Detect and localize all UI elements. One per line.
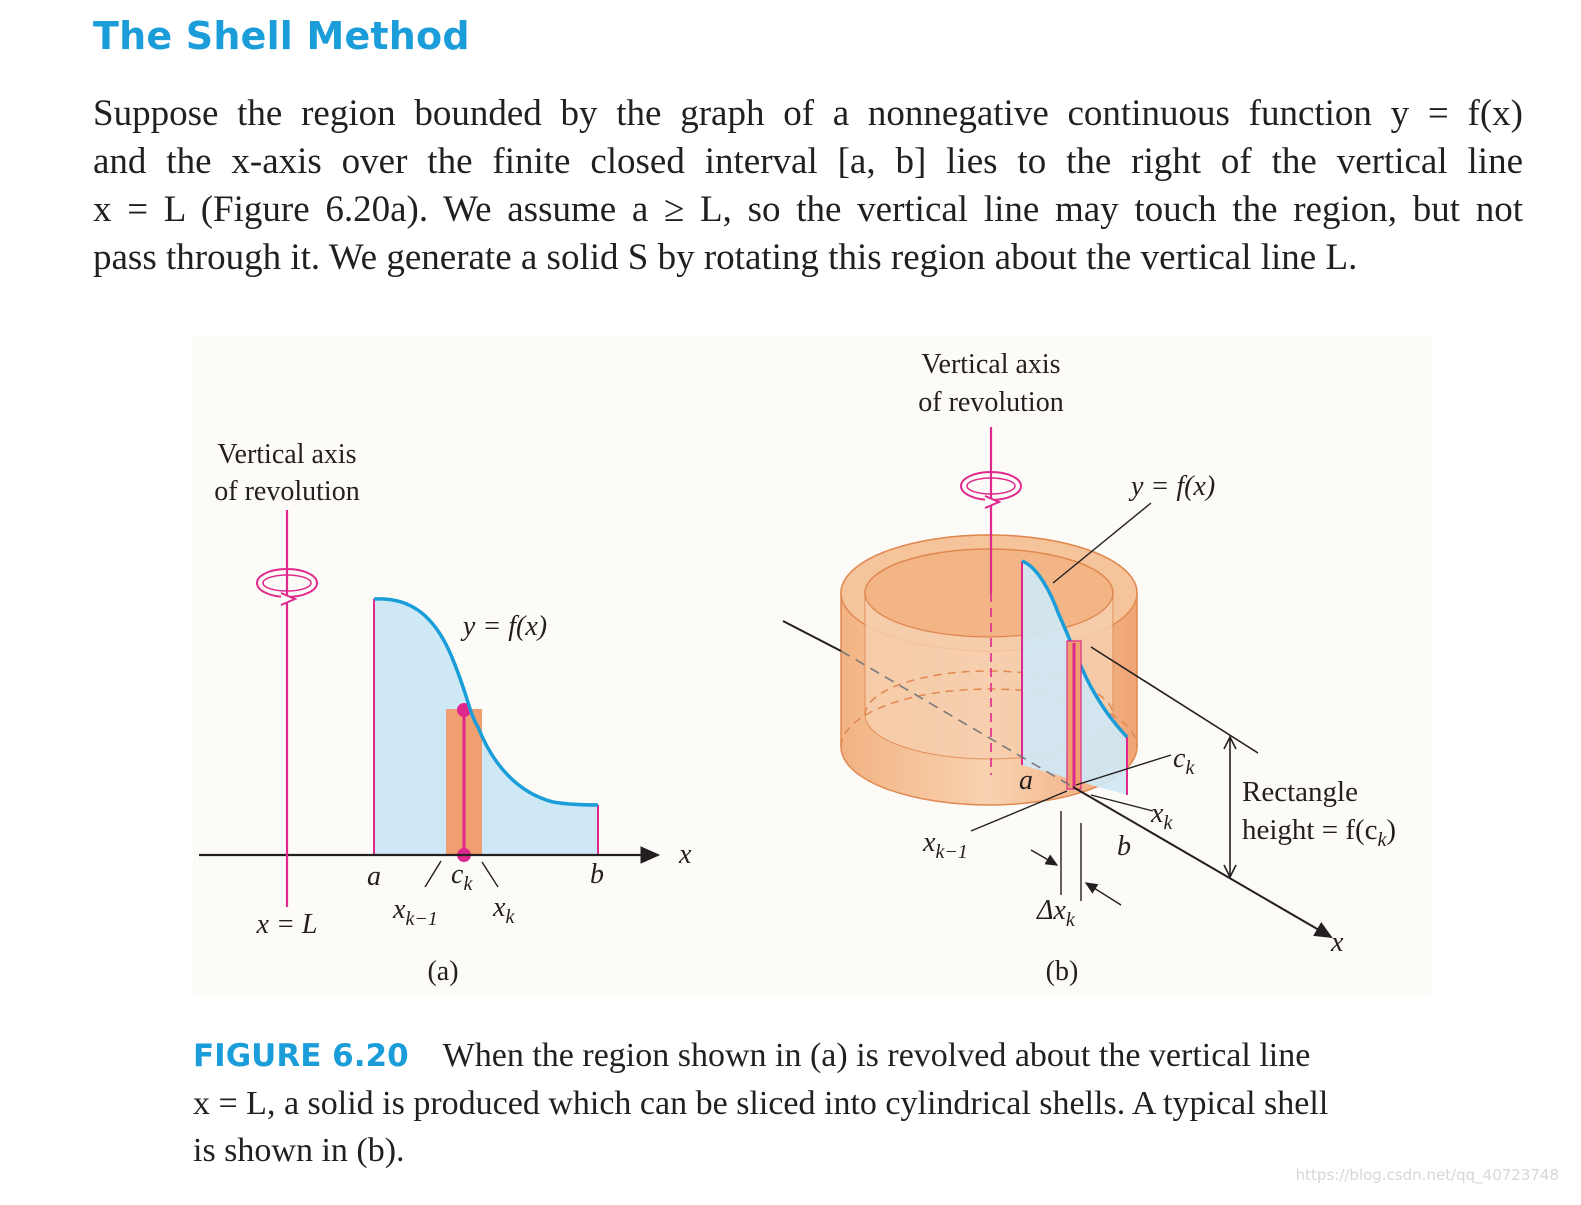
paragraph-line: x = L (Figure 6.20a). We assume a ≥ L, so the vertical line may touch the region, but not	[93, 189, 1523, 230]
fig-b-xk-label: $x_k$	[1151, 798, 1173, 834]
figure-a	[199, 439, 692, 987]
fig-b-x-label: x	[1331, 927, 1344, 958]
fig-b-tick-b: b	[1117, 831, 1131, 862]
figure-b	[783, 349, 1396, 987]
fig-b-dx-arrow-right	[1086, 883, 1121, 905]
fig-a-xk1-leader	[425, 861, 441, 887]
fig-a-xk-leader	[482, 862, 498, 887]
caption-line-1	[193, 1032, 1408, 1080]
fig-a-panel-label: (a)	[427, 956, 459, 987]
section-title: The Shell Method	[93, 14, 470, 58]
fig-b-x-axis-back	[783, 621, 841, 651]
caption-line-3: is shown in (b).	[193, 1132, 405, 1169]
fig-a-xk-label: $x_k$	[493, 892, 515, 928]
fig-a-x-label: x	[679, 839, 692, 870]
fig-b-axis-label-2: of revolution	[918, 387, 1064, 418]
figure-caption	[193, 1032, 1408, 1174]
intro-paragraph	[93, 90, 1523, 282]
figure-6-20	[193, 335, 1431, 997]
fig-b-axis-label-1: Vertical axis	[921, 349, 1061, 380]
fig-a-xk1-label: $x_{k-1}$	[393, 894, 438, 930]
fig-b-dx-label: $\Delta x_k$	[1037, 895, 1075, 931]
paragraph-line: pass through it. We generate a solid S by rotating this region about the vertical line L.	[93, 237, 1358, 278]
fig-a-tick-b: b	[590, 859, 604, 890]
fig-b-tick-a: a	[1019, 765, 1033, 796]
fig-a-curve-label: y = f(x)	[462, 611, 548, 642]
fig-a-ck-label: $c_k$	[451, 859, 473, 895]
fig-b-dx-arrow-left	[1031, 850, 1057, 865]
paragraph-line: and the x-axis over the finite closed interval [a, b] lies to the right of the vertical line	[93, 141, 1523, 182]
fig-b-shell-rim-inner	[865, 549, 1113, 637]
fig-b-xk1-label: $x_{k-1}$	[923, 827, 968, 863]
fig-b-rect-label-1: Rectangle	[1242, 776, 1358, 808]
fig-a-line-label: x = L	[256, 909, 318, 940]
fig-b-curve-label: y = f(x)	[1131, 471, 1216, 502]
fig-b-ck-label: $c_k$	[1173, 743, 1195, 779]
fig-b-x-axis	[1073, 787, 1331, 937]
caption-label: FIGURE 6.20	[193, 1038, 409, 1074]
figure-panel	[193, 335, 1431, 997]
fig-b-rect-label-2: height = $f(c_k)$	[1242, 814, 1397, 851]
fig-b-panel-label: (b)	[1045, 956, 1079, 987]
fig-a-axis-label-2: of revolution	[214, 476, 360, 507]
fig-a-tick-a: a	[367, 861, 381, 892]
caption-line-2: x = L, a solid is produced which can be sliced into cylindrical shells. A typical shell	[193, 1085, 1329, 1122]
watermark: https://blog.csdn.net/qq_40723748	[1295, 1166, 1559, 1184]
paragraph-line: Suppose the region bounded by the graph of a nonnegative continuous function y = f(x)	[93, 93, 1523, 134]
fig-a-axis-label-1: Vertical axis	[217, 439, 357, 470]
caption-text-1: When the region shown in (a) is revolved about the vertical line	[442, 1037, 1311, 1074]
